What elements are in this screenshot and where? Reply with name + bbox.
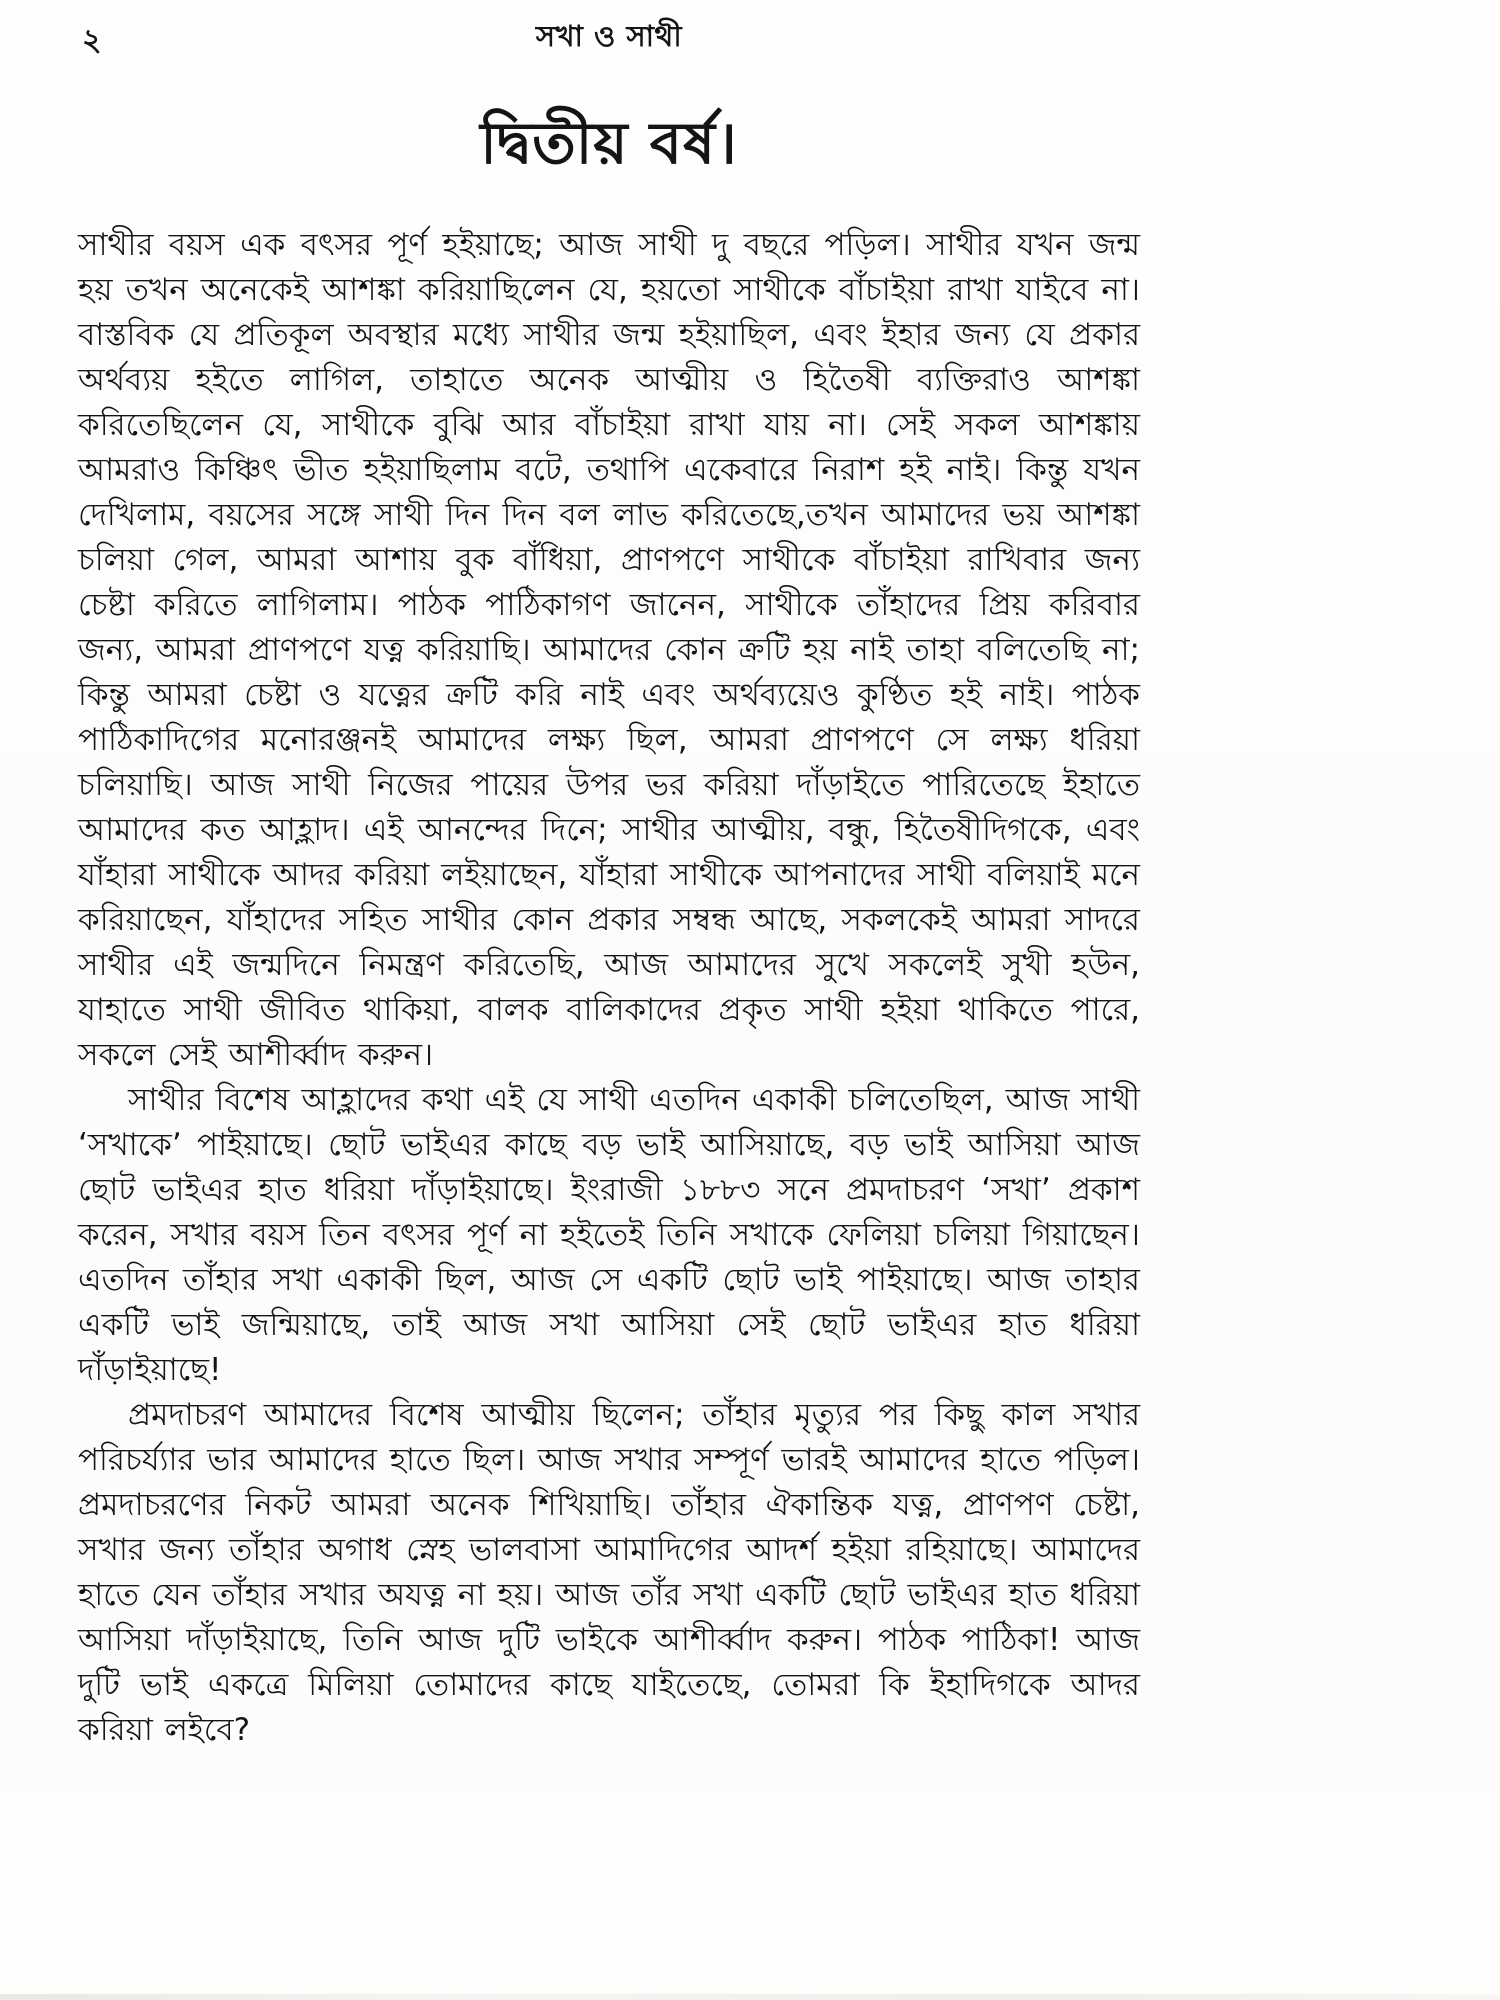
paragraph-3: প্রমদাচরণ আমাদের বিশেষ আত্মীয় ছিলেন; তাঁহার মৃত্যুর পর কিছু কাল সখার পরিচর্য্যার ভার আমাদের হাতে ছিল। আজ সখার সম্পূর্ণ ভারই আমাদের হাতে পড়িল। প্রমদাচরণের নিকট আমরা অনেক শিখিয়াছি। তাঁহার ঐকান্তিক যত্ন, প্রাণপণ চেষ্টা, সখার জন্য তাঁহার অগাধ স্নেহ ভালবাসা আমাদিগের আদর্শ হইয়া রহিয়াছে। আমাদের হাতে যেন তাঁহার সখার অযত্ন না হয়। আজ তাঁর সখা একটি ছোট ভাইএর হাত ধরিয়া আসিয়া দাঁড়াইয়াছে, তিনি আজ দুটি ভাইকে আশীর্ব্বাদ করুন। পাঠক পাঠিকা! আজ দুটি ভাই একত্রে মিলিয়া তোমাদের কাছে যাইতেছে, তোমরা কি ইহাদিগকে আদর করিয়া লইবে?: [78, 1396, 1140, 1748]
chapter-heading: দ্বিতীয় বর্ষ।: [480, 109, 738, 177]
running-title: সখা ও সাথী: [535, 19, 683, 53]
page-header: [78, 14, 1140, 62]
paragraph-1: সাথীর বয়স এক বৎসর পূর্ণ হইয়াছে; আজ সাথী দু বছরে পড়িল। সাথীর যখন জন্ম হয় তখন অনেকেই আশঙ্কা করিয়াছিলেন যে, হয়তো সাথীকে বাঁচাইয়া রাখা যাইবে না। বাস্তবিক যে প্রতিকূল অবস্থার মধ্যে সাথীর জন্ম হইয়াছিল, এবং ইহার জন্য যে প্রকার অর্থব্যয় হইতে লাগিল, তাহাতে অনেক আত্মীয় ও হিতৈষী ব্যক্তিরাও আশঙ্কা করিতেছিলেন যে, সাথীকে বুঝি আর বাঁচাইয়া রাখা যায় না। সেই সকল আশঙ্কায় আমরাও কিঞ্চিৎ ভীত হইয়াছিলাম বটে, তথাপি একেবারে নিরাশ হই নাই। কিন্তু যখন দেখিলাম, বয়সের সঙ্গে সাথী দিন দিন বল লাভ করিতেছে,তখন আমাদের ভয় আশঙ্কা চলিয়া গেল, আমরা আশায় বুক বাঁধিয়া, প্রাণপণে সাথীকে বাঁচাইয়া রাখিবার জন্য চেষ্টা করিতে লাগিলাম। পাঠক পাঠিকাগণ জানেন, সাথীকে তাঁহাদের প্রিয় করিবার জন্য, আমরা প্রাণপণে যত্ন করিয়াছি। আমাদের কোন ক্রটি হয় নাই তাহা বলিতেছি না; কিন্তু আমরা চেষ্টা ও যত্নের ক্রটি করি নাই এবং অর্থব্যয়েও কুণ্ঠিত হই নাই। পাঠক পাঠিকাদিগের মনোরঞ্জনই আমাদের লক্ষ্য ছিল, আমরা প্রাণপণে সে লক্ষ্য ধরিয়া চলিয়াছি। আজ সাথী নিজের পায়ের উপর ভর করিয়া দাঁড়াইতে পারিতেছে ইহাতে আমাদের কত আহ্লাদ। এই আনন্দের দিনে; সাথীর আত্মীয়, বন্ধু, হিতৈষীদিগকে, এবং যাঁহারা সাথীকে আদর করিয়া লইয়াছেন, যাঁহারা সাথীকে আপনাদের সাথী বলিয়াই মনে করিয়াছেন, যাঁহাদের সহিত সাথীর কোন প্রকার সম্বন্ধ আছে, সকলকেই আমরা সাদরে সাথীর এই জন্মদিনে নিমন্ত্রণ করিতেছি, আজ আমাদের সুখে সকলেই সুখী হউন, যাহাতে সাথী জীবিত থাকিয়া, বালক বালিকাদের প্রকৃত সাথী হইয়া থাকিতে পারে, সকলে সেই আশীর্ব্বাদ করুন।: [78, 226, 1140, 1073]
paragraph-2: সাথীর বিশেষ আহ্লাদের কথা এই যে সাথী এতদিন একাকী চলিতেছিল, আজ সাথী ‘সখাকে’ পাইয়াছে। ছোট ভাইএর কাছে বড় ভাই আসিয়াছে, বড় ভাই আসিয়া আজ ছোট ভাইএর হাত ধরিয়া দাঁড়াইয়াছে। ইংরাজী ১৮৮৩ সনে প্রমদাচরণ ‘সখা’ প্রকাশ করেন, সখার বয়স তিন বৎসর পূর্ণ না হইতেই তিনি সখাকে ফেলিয়া চলিয়া গিয়াছেন। এতদিন তাঁহার সখা একাকী ছিল, আজ সে একটি ছোট ভাই পাইয়াছে। আজ তাহার একটি ভাই জন্মিয়াছে, তাই আজ সখা আসিয়া সেই ছোট ভাইএর হাত ধরিয়া দাঁড়াইয়াছে!: [78, 1081, 1140, 1388]
scan-edge-artifact: [0, 1994, 1500, 2000]
body-text: [78, 223, 1140, 1753]
text-column: [78, 14, 1140, 1753]
page-number: ২: [82, 23, 103, 58]
